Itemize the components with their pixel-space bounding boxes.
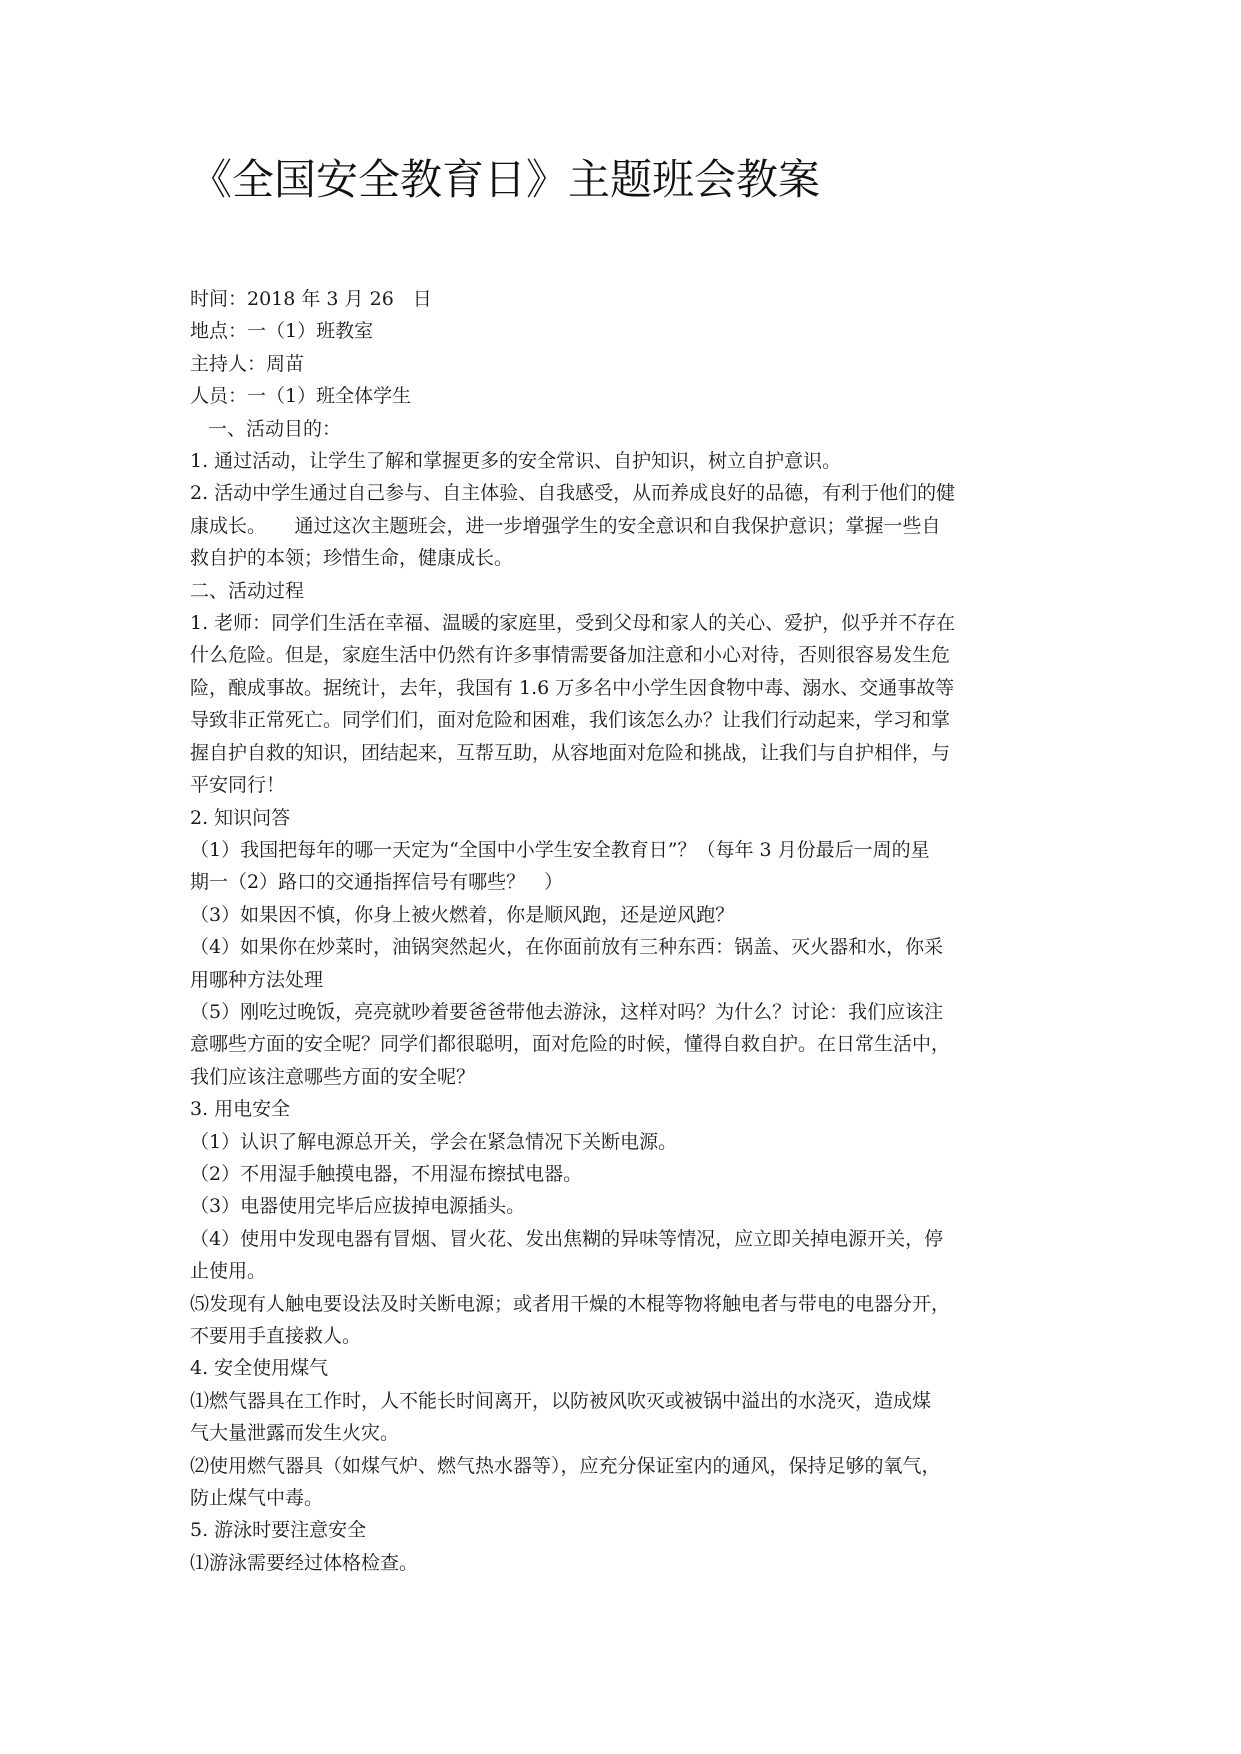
text-line: 3. 用电安全 <box>190 1098 291 1121</box>
text-line: ⑸发现有人触电要设法及时关断电源；或者用干燥的木棍等物将触电者与带电的电器分开， <box>190 1292 951 1315</box>
text-line: 二、活动过程 <box>190 579 305 602</box>
text-line: （1）认识了解电源总开关，学会在紧急情况下关断电源。 <box>190 1130 678 1153</box>
text-line: （5）刚吃过晚饭，亮亮就吵着要爸爸带他去游泳，这样对吗？为什么？讨论：我们应该注 <box>190 1000 944 1023</box>
text-line: 什么危险。但是，家庭生活中仍然有许多事情需要备加注意和小心对待，否则很容易发生危 <box>190 644 951 667</box>
text-line: 主持人：周苗 <box>190 352 305 375</box>
text-line: 2. 知识问答 <box>190 806 291 829</box>
text-line: 一、活动目的： <box>208 417 342 440</box>
text-line: 时间：2018 年 3 月 26 日 <box>190 288 432 310</box>
text-line: 1. 老师：同学们生活在幸福、温暖的家庭里，受到父母和家人的关心、爱护，似乎并不存在 <box>190 612 956 635</box>
text-line: 2. 活动中学生通过自己参与、自主体验、自我感受，从而养成良好的品德，有利于他们的健 <box>190 482 956 505</box>
document-body <box>190 283 1060 1579</box>
text-line: （4）如果你在炒菜时，油锅突然起火，在你面前放有三种东西：锅盖、灭火器和水，你采 <box>190 936 944 959</box>
text-line: 平安同行！ <box>190 774 286 797</box>
text-line: 我们应该注意哪些方面的安全呢？ <box>190 1065 476 1088</box>
text-line: ⑵使用燃气器具（如煤气炉、燃气热水器等），应充分保证室内的通风，保持足够的氧气， <box>190 1454 941 1477</box>
text-line: 地点：一（1）班教室 <box>190 320 374 343</box>
text-line: 导致非正常死亡。同学们们，面对危险和困难，我们该怎么办？让我们行动起来，学习和掌 <box>190 709 951 732</box>
text-line: 康成长。 通过这次主题班会，进一步增强学生的安全意识和自我保护意识；掌握一些自 <box>190 514 941 537</box>
text-line: 用哪种方法处理 <box>190 968 324 991</box>
text-line: 止使用。 <box>190 1260 267 1283</box>
text-line: 握自护自救的知识，团结起来，互帮互助，从容地面对危险和挑战，让我们与自护相伴，与 <box>190 741 951 764</box>
text-line: （1）我国把每年的哪一天定为“全国中小学生安全教育日”？（每年 3 月份最后一周的星 <box>190 838 930 861</box>
text-line: （3）电器使用完毕后应拔掉电源插头。 <box>190 1195 526 1218</box>
text-line: （4）使用中发现电器有冒烟、冒火花、发出焦糊的异味等情况，应立即关掉电源开关，停 <box>190 1227 944 1250</box>
text-line: 1. 通过活动，让学生了解和掌握更多的安全常识、自护知识，树立自护意识。 <box>190 450 842 473</box>
document-title: 《全国安全教育日》主题班会教案 <box>190 155 821 204</box>
text-line: 4. 安全使用煤气 <box>190 1357 329 1380</box>
text-line: （3）如果因不慎，你身上被火燃着，你是顺风跑，还是逆风跑？ <box>190 903 735 926</box>
text-line: 气大量泄露而发生火灾。 <box>190 1422 400 1445</box>
text-line: 意哪些方面的安全呢？同学们都很聪明，面对危险的时候，懂得自救自护。在日常生活中， <box>190 1033 951 1056</box>
text-line: 救自护的本领；珍惜生命，健康成长。 <box>190 547 514 570</box>
text-line: 不要用手直接救人。 <box>190 1325 362 1347</box>
text-line: 险，酿成事故。据统计，去年，我国有 1.6 万多名中小学生因食物中毒、溺水、交通事故等 <box>190 676 955 699</box>
text-line: ⑴燃气器具在工作时，人不能长时间离开，以防被风吹灭或被锅中溢出的水浇灭，造成煤 <box>190 1389 932 1412</box>
text-line: ⑴游泳需要经过体格检查。 <box>190 1551 419 1574</box>
text-line: 防止煤气中毒。 <box>190 1487 324 1510</box>
text-line: 人员：一（1）班全体学生 <box>190 385 412 408</box>
text-line: 期一（2）路口的交通指挥信号有哪些？ ） <box>190 871 564 894</box>
text-line: 5. 游泳时要注意安全 <box>190 1519 367 1542</box>
text-line: （2）不用湿手触摸电器，不用湿布擦拭电器。 <box>190 1162 583 1185</box>
